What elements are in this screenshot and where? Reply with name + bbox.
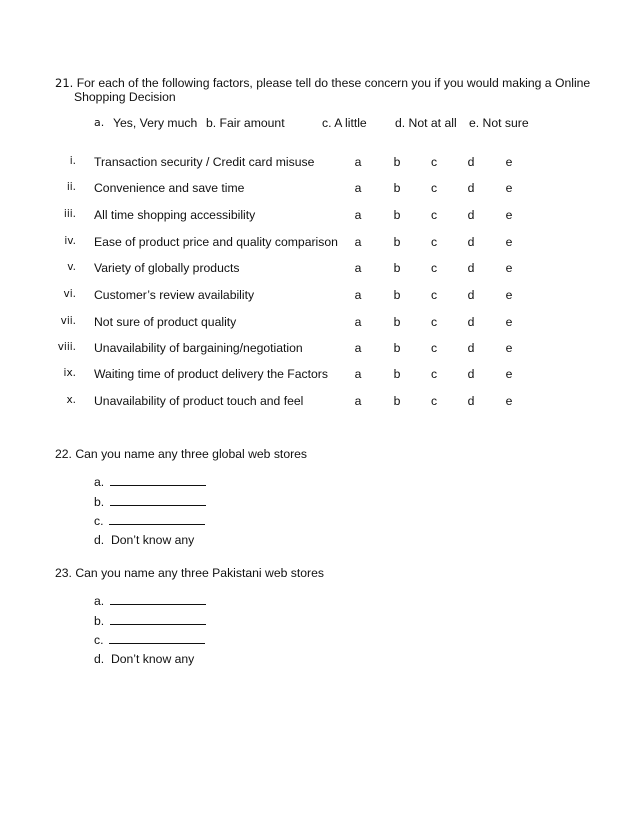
question-23-item-d[interactable] [94,652,194,666]
choice-a[interactable]: a [354,235,362,249]
factor-row [0,181,638,197]
answer-key-e: e. Not sure [469,116,529,130]
choice-a[interactable]: a [354,341,362,355]
factor-number: vii. [60,315,76,327]
choice-c[interactable]: c [430,394,438,408]
choice-e[interactable]: e [505,288,513,302]
factor-row [0,394,638,410]
choice-b[interactable]: b [393,394,401,408]
item-label: a. [94,475,105,489]
factor-number: i. [69,155,76,167]
question-23-title: 23. Can you name any three Pakistani web stores [55,566,324,580]
choice-a[interactable]: a [354,261,362,275]
choice-d[interactable]: d [467,208,475,222]
factor-row [0,208,638,224]
choice-b[interactable]: b [393,235,401,249]
factor-label: Variety of globally products [94,261,240,275]
answer-blank[interactable] [110,613,206,625]
factor-row [0,235,638,251]
choice-a[interactable]: a [354,367,362,381]
answer-blank[interactable] [109,632,205,644]
choice-b[interactable]: b [393,367,401,381]
item-label: a. [94,594,105,608]
factor-label: Unavailability of product touch and feel [94,394,304,408]
choice-d[interactable]: d [467,394,475,408]
question-22-item-d[interactable] [94,533,194,547]
factor-number: x. [66,394,76,406]
choice-d[interactable]: d [467,367,475,381]
choice-a[interactable]: a [354,208,362,222]
item-label: c. [94,633,104,647]
choice-b[interactable]: b [393,208,401,222]
factor-label: Not sure of product quality [94,315,237,329]
item-label: b. [94,495,105,509]
question-22-title: 22. Can you name any three global web stores [55,447,308,461]
question-22-item-a [94,474,206,489]
answer-key-a-label: a. [94,116,105,129]
question-23-item-b [94,613,206,628]
choice-e[interactable]: e [505,208,513,222]
answer-key-d: d. Not at all [395,116,457,130]
choice-a[interactable]: a [354,315,362,329]
factor-number: v. [67,261,76,273]
factor-row [0,315,638,331]
question-21-line-1 [55,76,590,90]
answer-key-b: b. Fair amount [206,116,285,130]
choice-e[interactable]: e [505,341,513,355]
item-label: b. [94,614,105,628]
item-text: Don’t know any [110,533,195,547]
choice-c[interactable]: c [430,315,438,329]
answer-blank[interactable] [110,494,206,506]
answer-blank[interactable] [109,513,205,525]
factor-label: All time shopping accessibility [94,208,256,222]
factor-label: Unavailability of bargaining/negotiation [94,341,303,355]
choice-e[interactable]: e [505,315,513,329]
choice-d[interactable]: d [467,341,475,355]
factor-row [0,341,638,357]
choice-c[interactable]: c [430,208,438,222]
choice-b[interactable]: b [393,181,401,195]
answer-blank[interactable] [110,593,206,605]
factor-number: ix. [63,367,76,379]
factor-label: Transaction security / Credit card misuse [94,155,315,169]
choice-a[interactable]: a [354,288,362,302]
answer-key-a: Yes, Very much [113,116,198,130]
answer-key-c: c. A little [322,116,367,130]
choice-a[interactable]: a [354,394,362,408]
choice-a[interactable]: a [354,181,362,195]
item-label: d. [94,652,105,666]
choice-c[interactable]: c [430,367,438,381]
choice-d[interactable]: d [467,235,475,249]
factor-row [0,261,638,277]
factor-number: viii. [57,341,76,353]
choice-c[interactable]: c [430,261,438,275]
answer-blank[interactable] [110,474,206,486]
factor-number: iv. [64,235,76,247]
choice-e[interactable]: e [505,394,513,408]
choice-c[interactable]: c [430,181,438,195]
factor-row [0,288,638,304]
question-21-number: 21. [55,76,74,90]
choice-d[interactable]: d [467,181,475,195]
choice-c[interactable]: c [430,341,438,355]
choice-e[interactable]: e [505,155,513,169]
question-22-item-b [94,494,206,509]
choice-d[interactable]: d [467,315,475,329]
factor-label: Convenience and save time [94,181,245,195]
choice-b[interactable]: b [393,261,401,275]
choice-c[interactable]: c [430,155,438,169]
choice-d[interactable]: d [467,261,475,275]
factor-label: Ease of product price and quality comparison [94,235,338,249]
question-23-item-a [94,593,206,608]
choice-e[interactable]: e [505,235,513,249]
factor-row [0,367,638,383]
question-21-line-2: Shopping Decision [74,90,176,104]
question-21-text: For each of the following factors, please tell do these concern you if you would making a Online [76,76,591,90]
choice-d[interactable]: d [467,288,475,302]
item-label: d. [94,533,105,547]
choice-b[interactable]: b [393,315,401,329]
choice-b[interactable]: b [393,288,401,302]
choice-d[interactable]: d [467,155,475,169]
item-label: c. [94,514,104,528]
factor-number: ii. [66,181,76,193]
choice-b[interactable]: b [393,341,401,355]
choice-c[interactable]: c [430,288,438,302]
factor-number: vi. [63,288,76,300]
factor-label: Waiting time of product delivery the Factors [94,367,328,381]
factor-label: Customer’s review availability [94,288,255,302]
item-text: Don’t know any [110,652,195,666]
question-22-item-c [94,513,205,528]
question-23-item-c [94,632,205,647]
choice-e[interactable]: e [505,261,513,275]
choice-c[interactable]: c [430,235,438,249]
factor-number: iii. [63,208,76,220]
choice-e[interactable]: e [505,181,513,195]
choice-e[interactable]: e [505,367,513,381]
choice-b[interactable]: b [393,155,401,169]
choice-a[interactable]: a [354,155,362,169]
factor-row [0,155,638,171]
